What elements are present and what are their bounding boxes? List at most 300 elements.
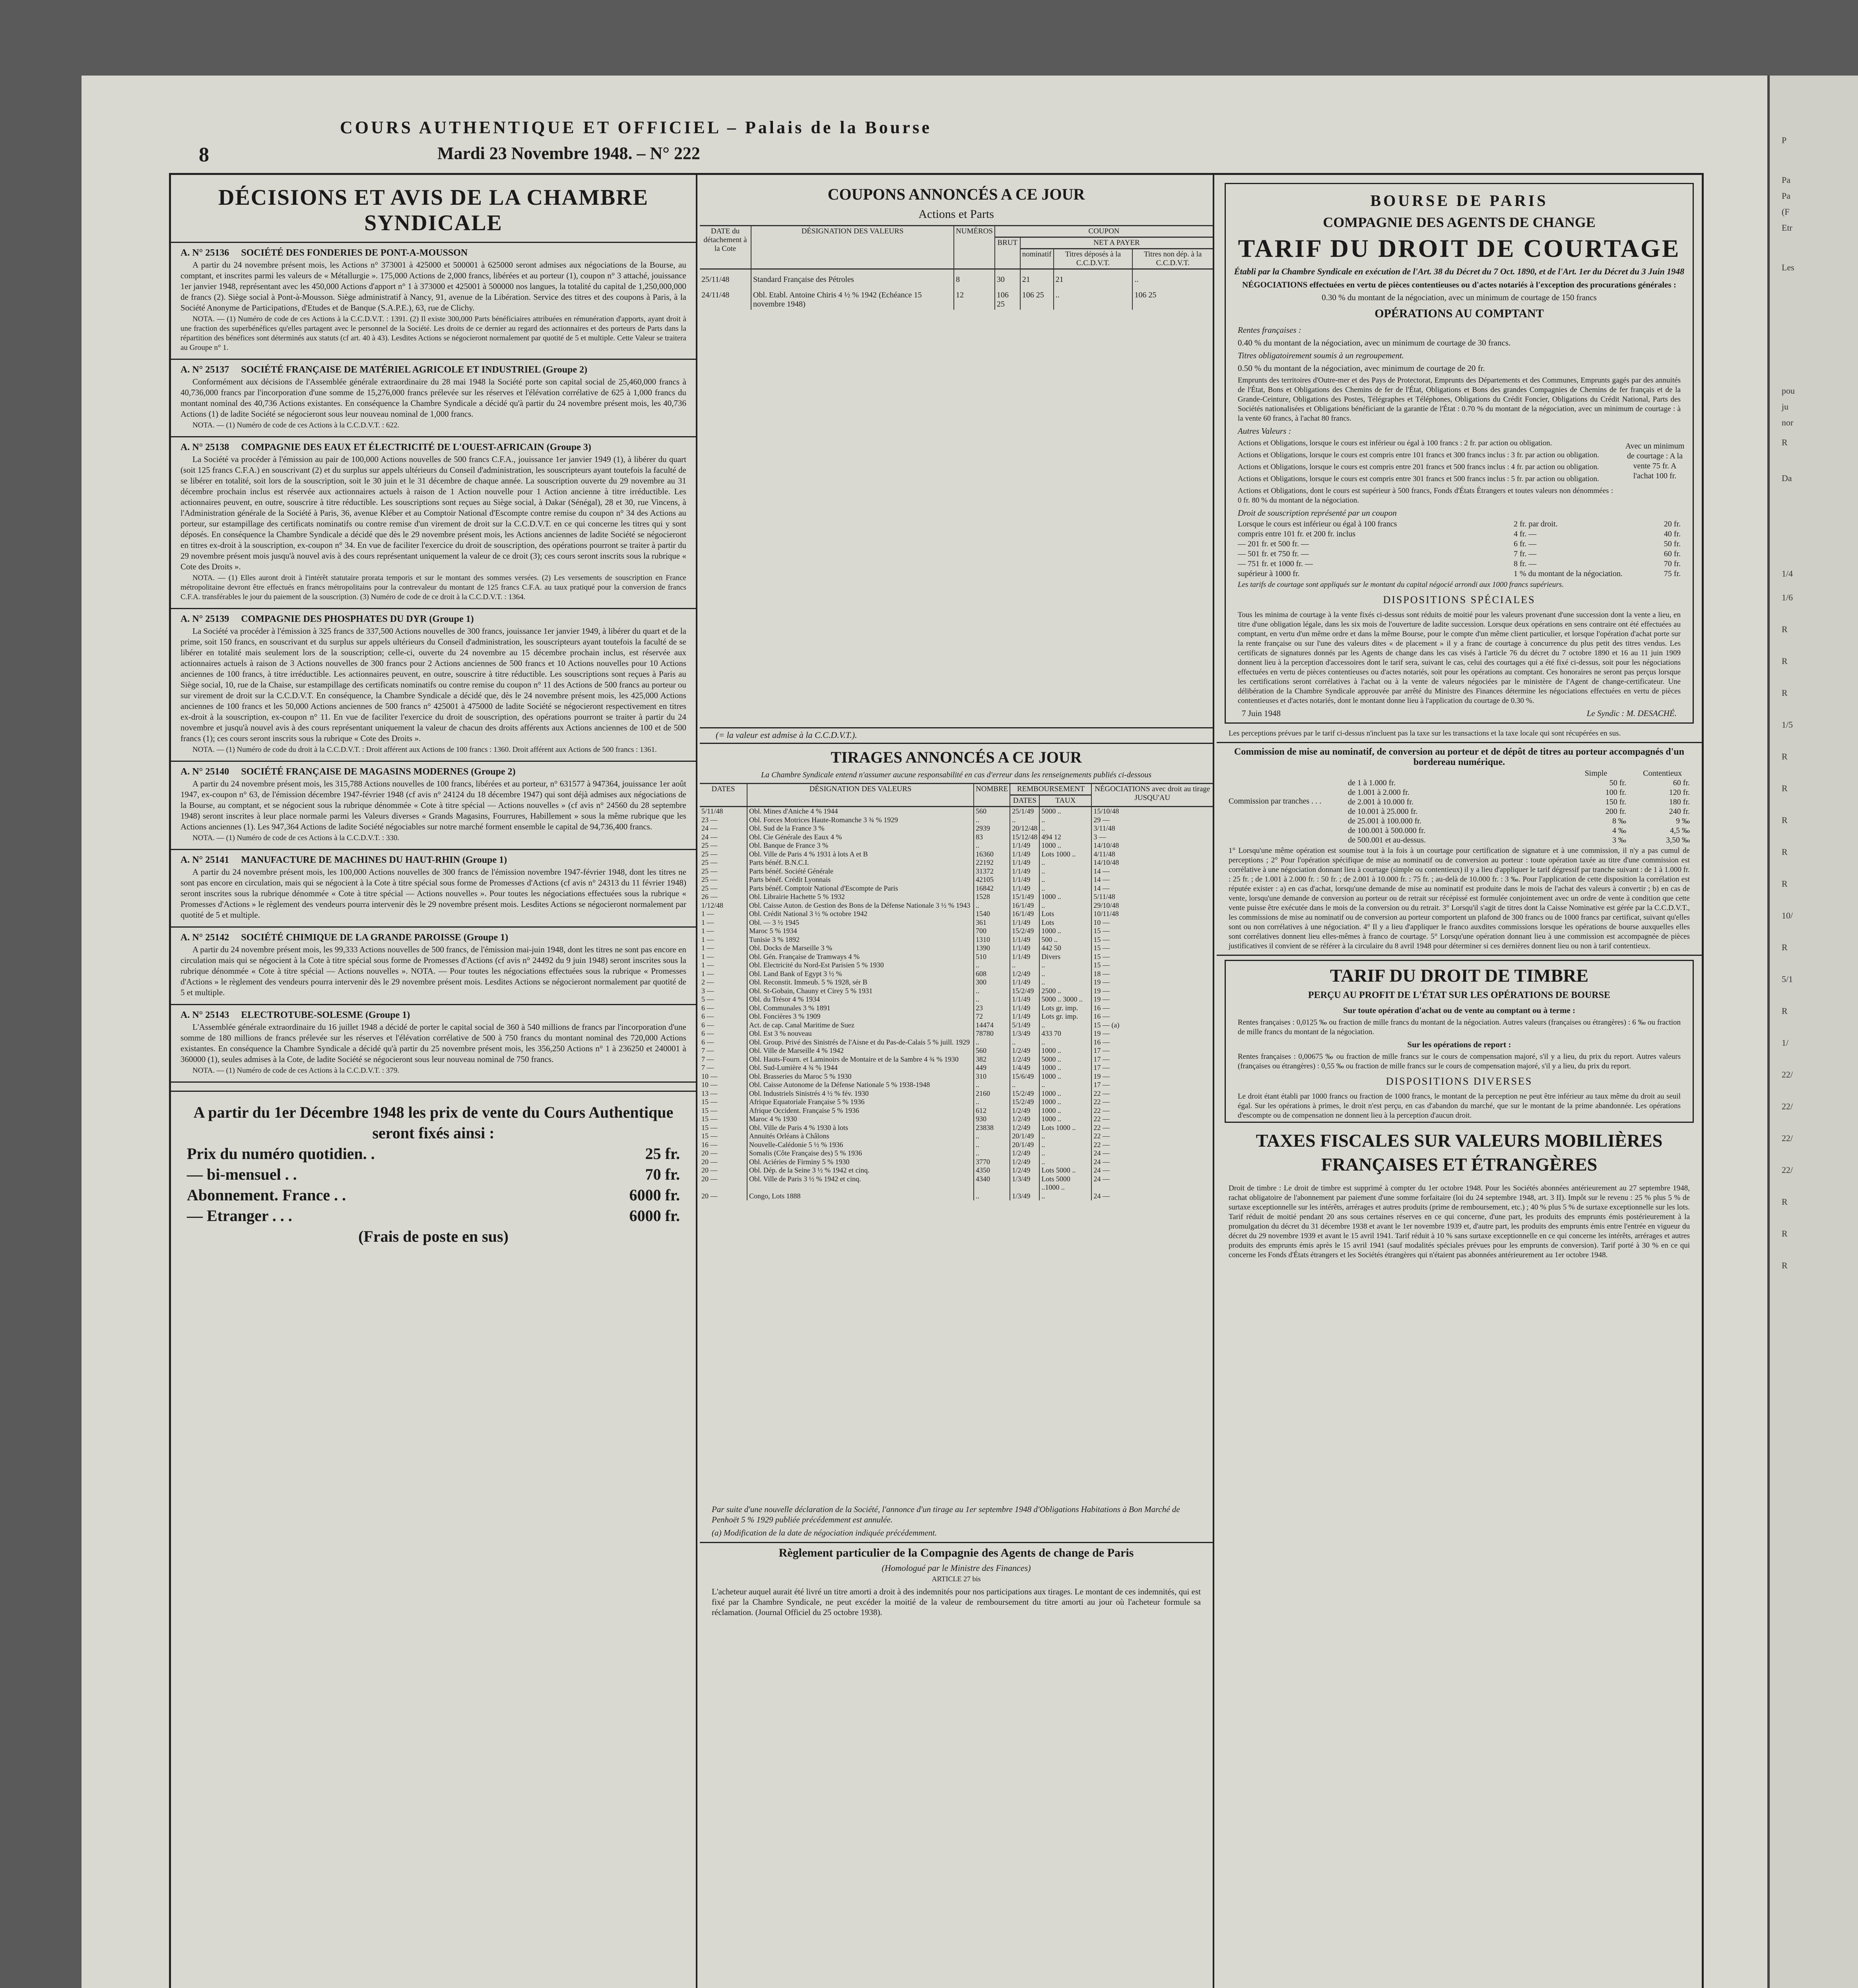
edge-fragment: 10/ — [1782, 911, 1793, 920]
tirage-cell: 16360 — [974, 850, 1010, 859]
tirage-cell: 1000 .. — [1039, 1098, 1091, 1107]
coupon-cell-date: 24/11/48 — [701, 291, 730, 299]
tirage-cell: Obl. Banque de France 3 % — [747, 841, 974, 850]
tirage-row — [700, 893, 1213, 901]
tirage-cell: 1000 .. — [1039, 1064, 1091, 1072]
tirage-cell: .. — [974, 1141, 1010, 1149]
tirage-cell: Obl. Docks de Marseille 3 % — [747, 944, 974, 953]
tirage-row — [700, 858, 1213, 867]
notice-number: A. N° 25138 — [181, 442, 229, 452]
droit-line-min: 40 fr. — [1664, 530, 1681, 538]
tirage-cell: 3770 — [974, 1158, 1010, 1167]
tirage-row — [700, 1107, 1213, 1115]
coupons-header-coupon: COUPON — [995, 226, 1213, 237]
tirage-cell: 608 — [974, 970, 1010, 978]
tirage-cell: Afrique Occident. Française 5 % 1936 — [747, 1107, 974, 1115]
dispositions-diverses-text: Le droit étant établi par 1000 francs ou fraction de 1000 francs, le montant de la perception ne peut être inférieur au taux même du droit au seuil égal. Sur les opérations à primes, le droit n'est perçu, en cas d'abandon du marché, que sur le montant de la prime abandonnée. Les opérations d'escompte ou de compensation ne donnent lieu à la perception d'aucun droit. — [1238, 1092, 1681, 1120]
tirage-cell: 1 — — [701, 910, 714, 918]
tirage-cell: .. — [974, 901, 1010, 910]
reglement-article: ARTICLE 27 bis — [932, 1575, 981, 1583]
tirage-cell: Obl. St-Gobain, Chauny et Cirey 5 % 1931 — [747, 987, 974, 996]
droit-line-min: 50 fr. — [1664, 540, 1681, 548]
tirage-row — [700, 970, 1213, 978]
tirage-cell: Afrique Equatoriale Française 5 % 1936 — [747, 1098, 974, 1107]
tirage-cell: 24 — — [1091, 1192, 1213, 1201]
edge-fragment: R — [1782, 879, 1788, 889]
tirage-row — [700, 927, 1213, 936]
tirage-cell: 22 — — [1091, 1089, 1213, 1098]
tirage-cell: 494 12 — [1039, 833, 1091, 842]
commission-range: de 500.001 et au-dessus. — [1348, 836, 1426, 845]
edge-fragment: ju — [1782, 402, 1789, 412]
commission-simple: 4 ‰ — [1612, 826, 1626, 835]
tirage-cell: 19 — — [1091, 987, 1213, 996]
tirage-cell: 1/3/49 — [1010, 1029, 1039, 1038]
tirage-cell: 13 — — [701, 1089, 718, 1097]
coupons-header-brut: BRUT — [995, 237, 1020, 269]
tirage-row — [700, 1038, 1213, 1047]
price-label: Abonnement. France . . — [187, 1186, 346, 1204]
tirage-cell: 433 70 — [1039, 1029, 1091, 1038]
autres-valeurs-line: Actions et Obligations, lorsque le cours est compris entre 101 francs et 300 francs inclus : 3 fr. par action ou obligation. — [1238, 451, 1599, 459]
tirage-row — [700, 1166, 1213, 1175]
tirage-cell: 15 — — [701, 1123, 718, 1132]
notice-body: La Société va procéder à l'émission à 325 francs de 337,500 Actions nouvelles de 300 francs, jouissance 1er janvier 1949, à libérer du quart et de la prime, soit 150 francs, en souscrivant et du surplus sur appels ultérieurs du Conseil d'administration, les souscripteurs ayant toutefois la faculté de se libérer en totalité mais seulement lors de la souscription; celle-ci, ouverte du 24 novembre au 15 décembre prochain inclus, est réservée aux actionnaires actuels à raison de 3 Actions nouvelles de 300 francs pour 2 Actions anciennes de 500 francs et 10 Actions nouvelles pour 10 Actions anciennes de 100 francs, à titre irréductible. Les actionnaires peuvent, en outre, souscrire à titre réductible. Les souscriptions sont reçues à Paris au Siège social, 10, rue de la Chaise, sur estampillage des certificats nominatifs ou contre remise du coupon n° 11 des Actions de 500 francs au porteur ou sur virement de droit sur la C.C.D.V.T. En conséquence, la Chambre Syndicale a décidé que, dès le 24 novembre présent mois, les 425,000 Actions anciennes de 100 francs et les 50,000 Actions anciennes de 500 francs n° 425001 à 475000 de ladite Société se négocieront respectivement en titres ex-droit à la souscription, ex-coupon n° 11. En vue de faciliter l'exercice du droit de souscription, des opérations pourront se traiter à partir du 24 novembre et jusqu'à nouvel avis à des cours représentant uniquement la valeur de chacun des droits afférents aux Actions anciennes de 100 et de 500 francs (1); ces cours seront inscrits sous la rubrique « Cote des Droits ». — [181, 626, 686, 743]
tirage-cell: 361 — [974, 918, 1010, 927]
edge-fragment: 22/ — [1782, 1133, 1793, 1143]
edge-fragment: R — [1782, 1006, 1788, 1016]
tirage-cell: 22 — — [1091, 1124, 1213, 1132]
commission-row — [1348, 835, 1690, 845]
tirage-cell: .. — [1039, 1158, 1091, 1167]
signature-row — [1226, 707, 1693, 722]
tirage-cell: .. — [974, 1081, 1010, 1089]
tirage-cell: 20 — — [701, 1192, 718, 1200]
tirage-cell: 1/2/49 — [1010, 1149, 1039, 1158]
droit-souscription-label: Droit de souscription représenté par un coupon — [1238, 508, 1397, 518]
commission-simple: 8 ‰ — [1612, 817, 1626, 825]
notice-number: A. N° 25143 — [181, 1010, 229, 1020]
commission-simple: 50 fr. — [1609, 779, 1626, 787]
tirage-cell: 25 — — [701, 858, 718, 866]
coupons-table — [700, 225, 1213, 310]
droit-line-range: supérieur à 1000 fr. — [1238, 569, 1300, 578]
coupon-cell-nom: 106 25 — [1020, 285, 1054, 310]
tirage-cell: Obl. — 3 ½ 1945 — [747, 918, 974, 927]
tirage-row — [700, 961, 1213, 970]
tirage-cell: Lots 5000 .. — [1039, 1166, 1091, 1175]
droit-line-range: — 501 fr. et 750 fr. — — [1238, 549, 1309, 558]
droit-line — [1226, 549, 1693, 559]
coupon-cell-nom: 21 — [1020, 269, 1054, 285]
tirage-row — [700, 1029, 1213, 1038]
tirage-cell: 612 — [974, 1107, 1010, 1115]
tirage-cell: 1000 .. — [1039, 1072, 1091, 1081]
droit-line-min: 70 fr. — [1664, 559, 1681, 568]
droit-note: Les tarifs de courtage sont appliqués sur le montant du capital négocié arrondi aux 1000 francs supérieurs. — [1238, 580, 1564, 589]
tirage-cell: 29 — — [1091, 816, 1213, 825]
tirage-cell: .. — [1039, 978, 1091, 987]
tirage-cell: 19 — — [1091, 1029, 1213, 1038]
notice-number: A. N° 25137 — [181, 365, 229, 375]
tirage-cell: 1/1/49 — [1010, 876, 1039, 884]
tirage-cell: 24 — — [1091, 1175, 1213, 1192]
tirages-header-remboursement: REMBOURSEMENT — [1010, 784, 1091, 795]
tirage-row — [700, 1081, 1213, 1089]
tirage-cell: 5000 .. 3000 .. — [1039, 995, 1091, 1004]
edge-fragment: P — [1782, 135, 1787, 145]
tirage-cell: 31372 — [974, 867, 1010, 876]
tirage-cell: 72 — [974, 1012, 1010, 1021]
tirage-cell: .. — [1039, 970, 1091, 978]
tirage-cell: Obl. Land Bank of Egypt 3 ½ % — [747, 970, 974, 978]
tirage-cell: 6 — — [701, 1029, 714, 1037]
tirage-cell: 382 — [974, 1055, 1010, 1064]
tirage-cell: 1/2/49 — [1010, 1055, 1039, 1064]
tirages-header-designation: DÉSIGNATION DES VALEURS — [747, 784, 974, 807]
tirage-cell: 6 — — [701, 1038, 714, 1046]
coupon-cell-nondep: 106 25 — [1132, 285, 1213, 310]
tirage-cell: 1 — — [701, 952, 714, 961]
notice-body: A partir du 24 novembre présent mois, les 315,788 Actions nouvelles de 100 francs, libérées et au porteur, n° 631577 à 947364, jouissance 1er août 1947, ex-coupon n° 63, de l'émission décembre 1947-février 1948 (cf avis n° 24124 du 18 décembre 1947) qui sont déjà admises aux négociations de la Bourse, au comptant, et se négocient sous la rubrique dénommée « Cote à titre spécial — Actions nouvelles » (cf avis n° 24560 du 28 septembre 1948) seront inscrites à leur place normale parmi les Valeurs diverses « Grands Magasins, Fourrures, Habillement » sous la même rubrique que les Actions anciennes (1). Les 947,364 Actions de ladite Société négociables sur notre marché forment ensemble le capital de 94,736,400 francs. — [181, 779, 686, 831]
commission-row — [1348, 797, 1690, 807]
tirage-cell: 15/2/49 — [1010, 1089, 1039, 1098]
reglement-subtitle: (Homologué par le Ministre des Finances) — [881, 1563, 1031, 1573]
commission-row — [1348, 778, 1690, 788]
tirage-row — [700, 1175, 1213, 1192]
compagnie-title: COMPAGNIE DES AGENTS DE CHANGE — [1323, 214, 1596, 230]
tirage-cell: 10 — — [701, 1081, 718, 1089]
edge-fragment: R — [1782, 656, 1788, 666]
edge-fragment: R — [1782, 1197, 1788, 1207]
coupons-header-nondeposes: Titres non dép. à la C.C.D.V.T. — [1132, 249, 1213, 269]
tirage-cell: 1/1/49 — [1010, 850, 1039, 859]
tirage-cell: 24 — — [1091, 1158, 1213, 1167]
tirage-cell: 26 — — [701, 893, 718, 901]
tirage-cell: Obl. Communales 3 % 1891 — [747, 1004, 974, 1013]
notice-header — [181, 614, 686, 625]
tirage-cell: 20/1/49 — [1010, 1132, 1039, 1141]
tirage-cell: 14 — — [1091, 867, 1213, 876]
tirage-cell: Nouvelle-Calédonie 5 ½ % 1936 — [747, 1141, 974, 1149]
price-row — [187, 1206, 680, 1226]
tirage-cell: 1/1/49 — [1010, 918, 1039, 927]
tirage-cell: Tunisie 3 % 1892 — [747, 936, 974, 944]
notice — [171, 362, 696, 434]
notice-header — [181, 442, 686, 453]
tirage-cell: 15 — (a) — [1091, 1021, 1213, 1030]
tirage-cell: 4340 — [974, 1175, 1010, 1192]
tirage-cell: 700 — [974, 927, 1010, 936]
tirage-row — [700, 841, 1213, 850]
notice-company: COMPAGNIE DES PHOSPHATES DU DYR (Groupe 1) — [241, 614, 474, 624]
tirage-row — [700, 1098, 1213, 1107]
tirage-cell: 1000 .. — [1039, 1046, 1091, 1055]
tirage-cell: 3 — — [1091, 833, 1213, 842]
tirage-cell: 16/1/49 — [1010, 901, 1039, 910]
tirages-empty-space — [700, 1200, 1213, 1503]
notice-header — [181, 855, 686, 866]
coupon-row — [700, 285, 1213, 310]
timbre-subtitle: PERÇU AU PROFIT DE L'ÉTAT SUR LES OPÉRATIONS DE BOURSE — [1308, 990, 1610, 1000]
tirage-cell: 25 — — [701, 867, 718, 875]
tirage-cell: 20 — — [701, 1157, 718, 1166]
droit-line-min: 20 fr. — [1664, 520, 1681, 528]
coupon-cell-nondep: .. — [1132, 269, 1213, 285]
tirage-cell: 24 — — [701, 824, 718, 832]
coupons-note: (= la valeur est admise à la C.C.D.V.T.). — [716, 730, 857, 740]
droit-line — [1226, 519, 1693, 529]
tirage-cell: 22 — — [1091, 1098, 1213, 1107]
tirage-cell: Congo, Lots 1888 — [747, 1192, 974, 1201]
content-frame — [169, 173, 1704, 1988]
tirage-cell: Lots 1000 .. — [1039, 850, 1091, 859]
edge-fragment: nor — [1782, 417, 1794, 427]
tirage-cell: Obl. du Trésor 4 % 1934 — [747, 995, 974, 1004]
commission-simple: 100 fr. — [1605, 788, 1626, 797]
price-value: 70 fr. — [645, 1165, 680, 1183]
droit-line — [1226, 539, 1693, 549]
edge-fragment: R — [1782, 942, 1788, 952]
tarif-courtage-title: TARIF DU DROIT DE COURTAGE — [1238, 234, 1681, 262]
tirages-table — [700, 783, 1213, 1200]
tirage-cell: 15 — — [1091, 927, 1213, 936]
autres-valeurs-line: Actions et Obligations, lorsque le cours est compris entre 301 francs et 500 francs inclus : 5 fr. par action ou obligation. — [1238, 475, 1599, 483]
tarif-timbre-box — [1225, 960, 1694, 1123]
droit-souscription-lines — [1226, 519, 1693, 579]
rentes-label: Rentes françaises : — [1238, 325, 1301, 335]
tirage-cell: 1 — — [701, 969, 714, 978]
tirage-cell: 17 — — [1091, 1055, 1213, 1064]
tirage-cell: Obl. Sud de la France 3 % — [747, 824, 974, 833]
tirage-cell: 14/10/48 — [1091, 841, 1213, 850]
decisions-title: DÉCISIONS ET AVIS DE LA CHAMBRE SYNDICALE — [218, 185, 649, 235]
droit-line-range: compris entre 101 fr. et 200 fr. inclus — [1238, 530, 1356, 538]
tirage-cell: 25 — — [701, 884, 718, 892]
coupon-cell-date: 25/11/48 — [701, 275, 730, 284]
tirage-cell: 22 — — [1091, 1115, 1213, 1124]
tirage-cell: Obl. Industriels Sinistrés 4 ½ % fév. 1930 — [747, 1089, 974, 1098]
commission-title: Commission de mise au nominatif, de conversion au porteur et de dépôt de titres au porteur accompagnés d'un bordereau numérique. — [1234, 747, 1684, 767]
tirage-cell: 449 — [974, 1064, 1010, 1072]
tirage-cell: .. — [1039, 867, 1091, 876]
droit-line-rate: 2 fr. par droit. — [1514, 520, 1558, 528]
operations-title: OPÉRATIONS AU COMPTANT — [1375, 307, 1544, 320]
tirage-cell: 1/3/49 — [1010, 1175, 1039, 1192]
tirage-cell: 1/1/49 — [1010, 936, 1039, 944]
perceptions-note: Les perceptions prévues par le tarif ci-dessus n'incluent pas la taxe sur les transactions et la taxe locale qui sont récupérées en sus. — [1229, 729, 1621, 738]
rentes-value: 0.40 % du montant de la négociation, avec un minimum de courtage de 30 francs. — [1238, 338, 1511, 348]
notice-number: A. N° 25142 — [181, 932, 229, 943]
tirage-row — [700, 1012, 1213, 1021]
titres-obl-label: Titres obligatoirement soumis à un regroupement. — [1238, 351, 1404, 360]
notice-company: SOCIÉTÉ DES FONDERIES DE PONT-A-MOUSSON — [241, 248, 468, 258]
autres-valeurs-line: Actions et Obligations, dont le cours est supérieur à 500 francs, Fonds d'États Étrangers et toutes valeurs non dénommées : 0 fr. 80 % du montant de la négociation. — [1238, 487, 1613, 505]
tirage-row — [700, 936, 1213, 944]
coupons-subtitle: Actions et Parts — [918, 208, 994, 221]
edge-fragment: R — [1782, 783, 1788, 793]
issue-date: Mardi 23 Novembre 1948. – N° 222 — [437, 144, 700, 163]
notice-company: ELECTROTUBE-SOLESME (Groupe 1) — [241, 1010, 410, 1020]
notice — [171, 764, 696, 846]
tirage-cell: Obl. Ville de Marseille 4 % 1942 — [747, 1046, 974, 1055]
droit-line-rate: 4 fr. — — [1514, 530, 1537, 538]
tirage-row — [700, 1132, 1213, 1141]
price-rows — [187, 1143, 680, 1226]
autres-valeurs-lines — [1226, 437, 1625, 507]
coupons-header-designation: DÉSIGNATION DES VALEURS — [751, 226, 954, 269]
coupon-cell-num: 8 — [954, 269, 995, 285]
tirage-cell: Obl. Crédit National 3 ½ % octobre 1942 — [747, 910, 974, 918]
tirage-cell: Obl. Aciéries de Firminy 5 % 1930 — [747, 1158, 974, 1167]
tirage-cell: 1 — — [701, 927, 714, 935]
notice-nota: NOTA. — (1) Numéro de code de ces Actions à la C.C.D.V.T. : 330. — [192, 834, 400, 842]
tirage-cell: 310 — [974, 1072, 1010, 1081]
edge-fragment: 1/ — [1782, 1038, 1789, 1048]
tirage-row — [700, 824, 1213, 833]
tirage-cell: 16842 — [974, 884, 1010, 893]
coupons-empty-space — [700, 310, 1213, 728]
commission-range: de 1.001 à 2.000 fr. — [1348, 788, 1410, 797]
commission-simple: 3 ‰ — [1612, 836, 1626, 845]
tirage-cell: 17 — — [1091, 1081, 1213, 1089]
tirage-cell: Obl. Cie Générale des Eaux 4 % — [747, 833, 974, 842]
autres-valeurs-line: Actions et Obligations, lorsque le cours est inférieur ou égal à 100 francs : 2 fr. par action ou obligation. — [1238, 439, 1552, 447]
commission-range: de 100.001 à 500.000 fr. — [1348, 826, 1425, 835]
titres-obl-value: 0.50 % du montant de la négociation, avec minimum de courtage de 20 fr. — [1238, 363, 1485, 373]
tirage-cell: .. — [1039, 1149, 1091, 1158]
tirage-cell: 25/1/49 — [1010, 807, 1039, 816]
tirage-row — [700, 807, 1213, 816]
tirage-cell: 1/1/49 — [1010, 884, 1039, 893]
price-label: Prix du numéro quotidien. . — [187, 1145, 375, 1163]
syndic-signature: Le Syndic : M. DESACHÉ. — [1586, 709, 1677, 718]
tirage-row — [700, 1124, 1213, 1132]
notice-body: A partir du 24 novembre présent mois, les Actions n° 373001 à 425000 et 500001 à 625000 seront admises aux négociations de la Bourse, au comptant, et inscrites parmi les valeurs de « Métallurgie ». 175,000 Actions de 2,000 francs, libérées et au porteur (1), coupon n° 3 attaché, jouissance 1er janvier 1948, représentant avec les 450,000 Actions d'apport n° 1 à 373000 et 425001 à 500000 nos langues, la totalité du capital de 1,250,000,000 de francs (2). Siège social à Pont-à-Mousson. Siège administratif à Nancy, 91, avenue de la Libération. Service des titres et des coupons à Paris, à la Société Anonyme de Participations, d'Etudes et de Banque (S.A.P.E.), 63, rue de Clichy. — [181, 260, 686, 313]
tirage-cell: 15/2/49 — [1010, 927, 1039, 936]
negociations-title: NÉGOCIATIONS effectuées en vertu de pièces contentieuses ou d'actes notariés à l'exception des procurations générales : — [1242, 280, 1676, 289]
timbre-h2: Sur les opérations de report : — [1407, 1040, 1511, 1049]
commission-label: Commission par tranches . . . — [1229, 797, 1322, 806]
tirage-cell: 16 — — [1091, 1004, 1213, 1013]
tirage-cell: 1/1/49 — [1010, 953, 1039, 961]
reglement-title: Règlement particulier de la Compagnie des Agents de change de Paris — [779, 1546, 1134, 1559]
tirage-cell: 1/1/49 — [1010, 841, 1039, 850]
notice — [171, 440, 696, 606]
edge-fragment: R — [1782, 847, 1788, 857]
tirage-cell: 25 — — [701, 841, 718, 849]
edge-fragment: Pa — [1782, 191, 1790, 201]
tirage-cell: 15/1/49 — [1010, 893, 1039, 901]
tirage-cell: .. — [974, 1132, 1010, 1141]
tirage-cell: 14 — — [1091, 884, 1213, 893]
tirage-cell: Obl. Reconstit. Immeub. 5 % 1928, sér B — [747, 978, 974, 987]
tirage-cell: 83 — [974, 833, 1010, 842]
dispositions-speciales-text: Tous les minima de courtage à la vente fixés ci-dessus sont réduits de moitié pour les valeurs provenant d'une succession dont la vente a lieu, en titre d'une obligation légale, dans les six mois de l'ouverture de ladite succession. Lorsque deux opérations en sens contraire ont été effectuées au comptant, en vertu d'un même ordre et dans la même Bourse, pour le compte d'un même client particulier, et lorsque l'opération d'achat porte sur la rente française ou sur l'une des valeurs dites « de placement » il y a franc de courtage à concurrence du plus petit des titres vendus. Les certificats de signatures donnés par les Agents de change dans les cas visés à l'article 76 du décret du 7 octobre 1890 et 16 au 11 juin 1909 donnent lieu à la perception d'accessoires dont le tarif sera, suivant le cas, celui des courtages qui a été fixé ci-dessus, soit pour les négociations effectuées en vertu de pièces contentieuses ou d'actes notariés, soit pour les opérations au comptant. Ces honoraires ne seront pas perçus lorsque les certifications seront corrélatives à l'achat ou à la vente de valeurs négociées par le ministère de l'Agent de change-certificateur. Une délibération de la Chambre Syndicale approuvée par arrêté du Ministre des Finances détermine les négociations effectuées en vertu de pièces contentieuses et d'actes notariés, dont le montant donne lieu à l'application du courtage de 0.30 %. — [1238, 611, 1681, 705]
edge-fragment: Les — [1782, 262, 1794, 272]
tarif-courtage-box — [1225, 183, 1694, 724]
tirage-row — [700, 978, 1213, 987]
tirage-row — [700, 867, 1213, 876]
tirage-cell: Lots — [1039, 918, 1091, 927]
tirage-cell: .. — [1010, 1038, 1039, 1047]
commission-col-contentieux: Contentieux — [1643, 769, 1682, 778]
tirage-cell: Maroc 4 % 1930 — [747, 1115, 974, 1124]
tirage-cell: 1/1/49 — [1010, 858, 1039, 867]
tirage-cell: Parts bénéf. B.N.C.I. — [747, 858, 974, 867]
tirage-cell: 25 — — [701, 850, 718, 858]
coupons-header-deposes: Titres déposés à la C.C.D.V.T. — [1054, 249, 1133, 269]
coupon-row — [700, 269, 1213, 285]
tirage-cell: 17 — — [1091, 1046, 1213, 1055]
tirage-row — [700, 876, 1213, 884]
tirage-cell: Obl. Dép. de la Seine 3 ½ % 1942 et cinq. — [747, 1166, 974, 1175]
droit-line-rate: 8 fr. — — [1514, 559, 1537, 568]
tirage-cell: Obl. Est 3 % nouveau — [747, 1029, 974, 1038]
tirage-cell: .. — [1039, 1038, 1091, 1047]
tirage-cell: 23 — — [701, 815, 718, 824]
tirage-cell: Obl. Gén. Française de Tramways 4 % — [747, 953, 974, 961]
tirage-cell: 16/1/49 — [1010, 910, 1039, 918]
reglement-body: L'acheteur auquel aurait été livré un titre amorti a droit à des indemnités pour nos participations aux tirages. Le montant de ces indemnités, qui est fixé par la Chambre Syndicale, ne peut excéder la moitié de la valeur de remboursement du titre amorti au jour où l'acheteur formule sa réclamation. (Journal Officiel du 25 octobre 1938). — [712, 1587, 1201, 1617]
notice-number: A. N° 25139 — [181, 614, 229, 624]
droit-line-range: — 201 fr. et 500 fr. — — [1238, 540, 1309, 548]
notice-nota: NOTA. — (1) Numéro de code du droit à la C.C.D.V.T. : Droit afférent aux Actions de 100 francs : 1360. Droit afférent aux Actions de 500 francs : 1361. — [192, 746, 657, 754]
tirage-cell: 560 — [974, 1046, 1010, 1055]
notice-company: SOCIÉTÉ FRANÇAISE DE MAGASINS MODERNES (Groupe 2) — [241, 767, 516, 777]
tirage-row — [700, 850, 1213, 859]
tirage-cell: 1/4/49 — [1010, 1064, 1039, 1072]
tirage-cell: 22 — — [1091, 1132, 1213, 1141]
tirage-cell: .. — [1039, 901, 1091, 910]
tirage-cell: Lots 1000 .. — [1039, 1124, 1091, 1132]
tirage-cell: 4350 — [974, 1166, 1010, 1175]
tirage-cell: 15/2/49 — [1010, 987, 1039, 996]
tirage-cell: 1/1/49 — [1010, 995, 1039, 1004]
coupon-cell-brut: 106 25 — [995, 285, 1020, 310]
tirage-cell: 17 — — [1091, 1064, 1213, 1072]
tirage-cell: 42105 — [974, 876, 1010, 884]
tirage-cell: Lots gr. imp. — [1039, 1012, 1091, 1021]
notice-header — [181, 932, 686, 943]
tirage-row — [700, 1072, 1213, 1081]
tirage-cell: .. — [1010, 1081, 1039, 1089]
notice-nota: NOTA. — (1) Numéro de code de ces Actions à la C.C.D.V.T. : 622. — [192, 421, 400, 429]
tirage-row — [700, 1064, 1213, 1072]
tirage-cell: 23838 — [974, 1124, 1010, 1132]
tirage-cell: 78780 — [974, 1029, 1010, 1038]
droit-line-rate: 7 fr. — — [1514, 549, 1537, 558]
notice-nota: NOTA. — (1) Numéro de code de ces Actions à la C.C.D.V.T. : 1391. (2) Il existe 300,000 Parts bénéficiaires attribuées en rémunération d'apports, ayant droit à une fraction des superbénéfices qu'elles partagent avec le personnel de la Société. Les droits de ce dernier au regard des actionnaires et des porteurs de Parts dans la répartition des bénéfices sont déterminés aux statuts (cf art. 40 à 43). Lesdites Actions se négocieront normalement par quotité de 5 et multiple. Cette Valeur se traitera au Groupe n° 1. — [181, 315, 686, 352]
tirage-cell: 5/11/48 — [701, 807, 723, 815]
tirage-cell: 19 — — [1091, 1072, 1213, 1081]
tirage-cell: 24 — — [1091, 1166, 1213, 1175]
edge-fragment: 22/ — [1782, 1070, 1793, 1079]
tirage-row — [700, 1055, 1213, 1064]
price-value: 25 fr. — [645, 1145, 680, 1163]
tirage-cell: Parts bénéf. Crédit Lyonnais — [747, 876, 974, 884]
tirage-cell: .. — [1010, 816, 1039, 825]
commission-range: de 10.001 à 25.000 fr. — [1348, 807, 1417, 816]
tirage-cell: .. — [1039, 1021, 1091, 1030]
tirage-cell: 24 — — [1091, 1149, 1213, 1158]
droit-line-min: 75 fr. — [1664, 569, 1681, 578]
tirage-cell: Obl. Mines d'Aniche 4 % 1944 — [747, 807, 974, 816]
tirages-header-taux: TAUX — [1039, 795, 1091, 807]
notice-body: L'Assemblée générale extraordinaire du 16 juillet 1948 a décidé de porter le capital social de 360 à 540 millions de francs par l'incorporation d'une somme de 180 millions de francs prélevée sur les réserves et l'élévation corrélative de 500 à 750 francs du montant nominal des 720,000 Actions existantes. En conséquence la Chambre Syndicale a décidé qu'à partir du 25 novembre présent mois, les 356,250 Actions n° 1 à 236250 et 240001 à 360000 (1), seules admises à la Cote, de ladite Société se négocieront sous leur nouveau nominal de 750 francs. — [181, 1022, 686, 1064]
tirage-cell: 7 — — [701, 1046, 714, 1054]
tirage-cell: 20 — — [701, 1149, 718, 1157]
